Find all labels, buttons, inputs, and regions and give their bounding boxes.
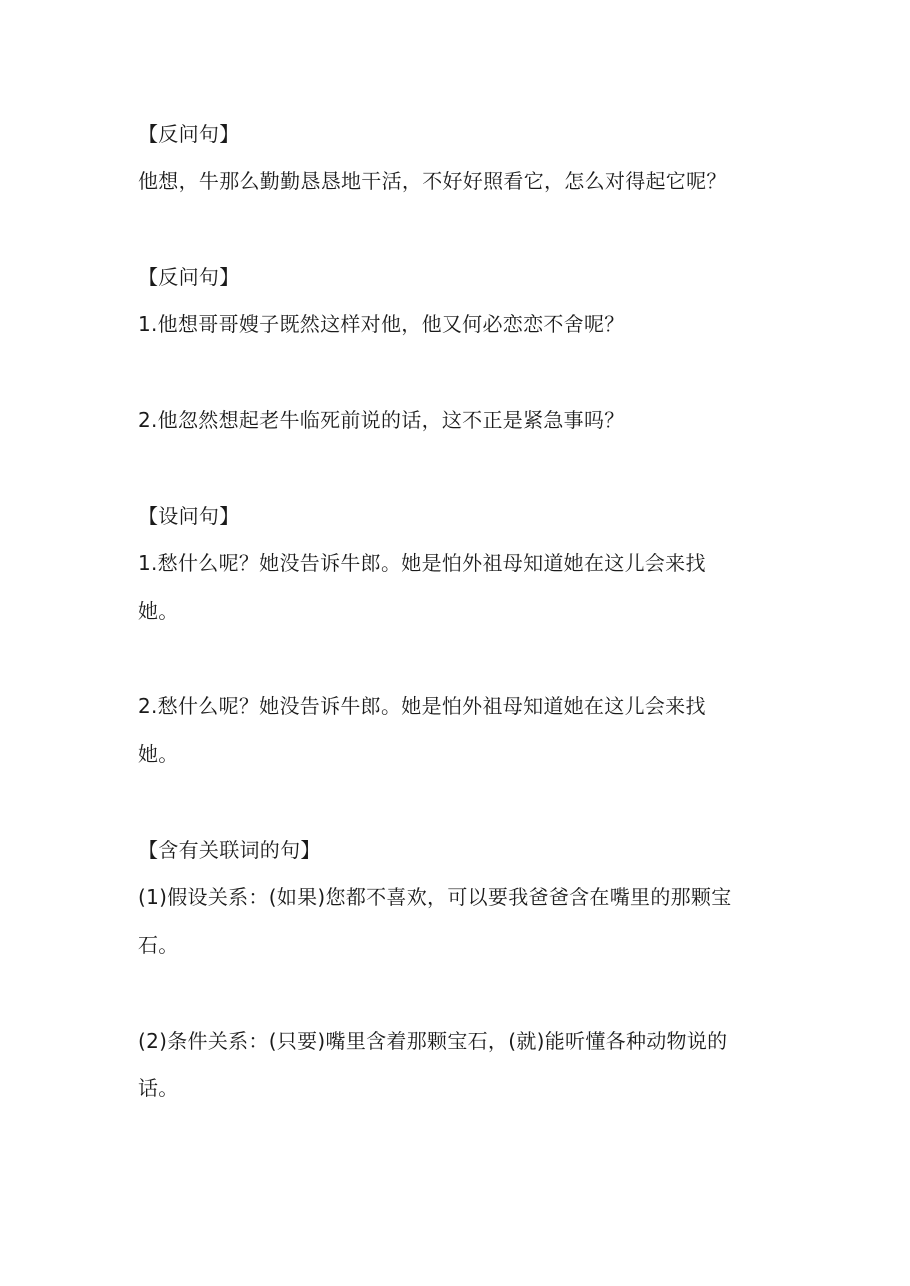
sentence-line: 她。 <box>138 599 179 623</box>
section-heading-self-question: 【设问句】 <box>138 504 240 528</box>
sentence-line: 2.他忽然想起老牛临死前说的话，这不正是紧急事吗？ <box>138 408 625 432</box>
sentence-line: 2.愁什么呢？她没告诉牛郎。她是怕外祖母知道她在这儿会来找 <box>138 694 706 718</box>
sentence-line: 话。 <box>138 1076 179 1100</box>
section-heading-rhetorical-2: 【反问句】 <box>138 265 240 289</box>
sentence-line: (1)假设关系：(如果)您都不喜欢，可以要我爸爸含在嘴里的那颗宝 <box>138 885 732 909</box>
sentence-line: (2)条件关系：(只要)嘴里含着那颗宝石，(就)能听懂各种动物说的 <box>138 1029 728 1053</box>
sentence-line: 他想，牛那么勤勤恳恳地干活，不好好照看它，怎么对得起它呢？ <box>138 169 727 193</box>
sentence-line: 她。 <box>138 742 179 766</box>
sentence-line: 1.他想哥哥嫂子既然这样对他，他又何必恋恋不舍呢？ <box>138 312 625 336</box>
sentence-line: 1.愁什么呢？她没告诉牛郎。她是怕外祖母知道她在这儿会来找 <box>138 551 706 575</box>
sentence-line: 石。 <box>138 933 179 957</box>
section-heading-conjunctions: 【含有关联词的句】 <box>138 838 321 862</box>
section-heading-rhetorical-1: 【反问句】 <box>138 122 240 146</box>
